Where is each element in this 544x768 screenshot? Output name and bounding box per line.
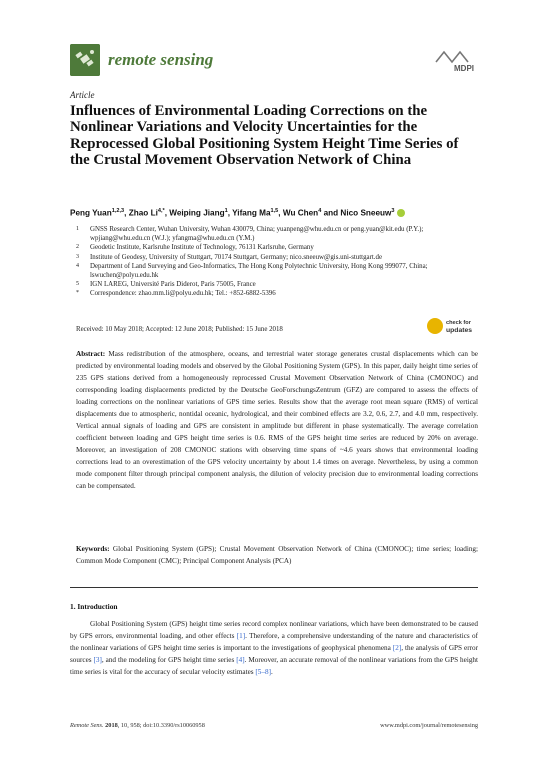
author-name[interactable]: Weiping Jiang bbox=[169, 208, 225, 218]
abstract bbox=[76, 348, 478, 492]
intro-text: , and the modeling for GPS height time series bbox=[101, 656, 237, 664]
author-name[interactable]: Yifang Ma bbox=[232, 208, 271, 218]
correspondence-text: Correspondence: zhao.mm.li@polyu.edu.hk; Tel.: +852-6882-5396 bbox=[90, 290, 276, 298]
affiliation-text: Geodetic Institute, Karlsruhe Institute of Technology, 76131 Karlsruhe, Germany bbox=[90, 244, 314, 252]
journal-logo-icon bbox=[70, 44, 100, 76]
author-name[interactable]: Peng Yuan bbox=[70, 208, 112, 218]
citation-link[interactable]: [3] bbox=[93, 656, 102, 664]
keywords-label: Keywords: bbox=[76, 545, 110, 553]
author-list bbox=[70, 208, 480, 218]
affiliation-number: 2 bbox=[76, 244, 79, 251]
affiliation-item bbox=[76, 280, 478, 289]
author-affil-sup: 4,* bbox=[157, 208, 165, 214]
author-sep: and bbox=[321, 208, 341, 218]
footer-doi[interactable]: , 10, 958; doi:10.3390/rs10060958 bbox=[117, 722, 205, 729]
section-divider bbox=[70, 587, 478, 588]
affiliation-item bbox=[76, 253, 478, 262]
author-affil-sup: 1 bbox=[224, 208, 228, 214]
footer-journal: Remote Sens. bbox=[70, 722, 104, 729]
intro-text: Global Positioning System (GPS) height time series record complex nonlinear variations, which have been demonstrated to be caused by GPS errors, environmental loading, and other effects bbox=[70, 620, 478, 640]
orcid-icon[interactable] bbox=[397, 209, 405, 217]
author-affil-sup: 1,2,3 bbox=[111, 208, 125, 214]
publication-dates: Received: 10 May 2018; Accepted: 12 June 2018; Published: 15 June 2018 bbox=[76, 326, 283, 333]
affiliation-text: Institute of Geodesy, University of Stuttgart, 70174 Stuttgart, Germany; nico.sneeuw@gis.uni-stuttgart.de bbox=[90, 253, 383, 261]
publisher-name: MDPI bbox=[454, 64, 474, 73]
correspondence-item bbox=[76, 289, 478, 298]
intro-text: . Moreover, an accurate removal of the nonlinear variations from the GPS height time series is vital for the accuracy of secular velocity estimates bbox=[70, 656, 479, 676]
affiliation-text: Department of Land Surveying and Geo-Informatics, The Hong Kong Polytechnic University, Hong Kong 999077, China; lswuchen@polyu.edu.hk bbox=[90, 262, 428, 280]
intro-text: , the analysis of GPS error sources bbox=[70, 644, 479, 664]
article-type: Article bbox=[70, 90, 95, 100]
keywords-text: Global Positioning System (GPS); Crustal Movement Observation Network of China (CMONOC); time series; loading; Common Mode Component (CMC); Principal Component Analysis (PCA) bbox=[76, 545, 478, 565]
intro-text: . bbox=[270, 668, 273, 676]
introduction-paragraph bbox=[70, 618, 478, 678]
affiliation-text: IGN LAREG, Université Paris Diderot, Paris 75005, France bbox=[90, 281, 256, 289]
abstract-label: Abstract: bbox=[76, 350, 106, 358]
check-for-updates-line1: check for bbox=[446, 320, 471, 326]
check-for-updates-button[interactable] bbox=[427, 318, 479, 342]
affiliation-item bbox=[76, 243, 478, 252]
check-for-updates-line2: updates bbox=[446, 327, 473, 334]
affiliation-number: 4 bbox=[76, 262, 79, 269]
author-sep: , bbox=[227, 208, 233, 218]
intro-text: . Therefore, a comprehensive understanding of the nature and characteristics of the nonlinear variations of GPS height time series is important to the investigations of geophysical phenomena bbox=[70, 632, 479, 652]
journal-name: remote sensing bbox=[108, 50, 214, 69]
citation-link[interactable]: [4] bbox=[236, 656, 245, 664]
affiliation-item bbox=[76, 262, 478, 280]
author-affil-sup: 3 bbox=[391, 208, 395, 214]
journal-header bbox=[70, 44, 476, 78]
keywords bbox=[76, 543, 478, 567]
footer-year: 2018 bbox=[105, 722, 118, 729]
affiliation-number: 5 bbox=[76, 281, 79, 288]
paper-title: Influences of Environmental Loading Corrections on the Nonlinear Variations and Velocity Uncertainties for the Reprocessed Global Positioning System Height Time Series of the Crustal Movement Observation Network of China bbox=[70, 103, 459, 169]
affiliation-number: 3 bbox=[76, 253, 79, 260]
affiliation-number: * bbox=[76, 290, 79, 297]
author-name[interactable]: Nico Sneeuw bbox=[340, 208, 392, 218]
affiliation-number: 1 bbox=[76, 226, 79, 232]
affiliations bbox=[76, 225, 478, 299]
citation-link[interactable]: [2] bbox=[392, 644, 402, 652]
journal-url[interactable]: www.mdpi.com/journal/remotesensing bbox=[380, 722, 478, 729]
abstract-text: Mass redistribution of the atmosphere, oceans, and terrestrial water storage generates crustal displacements which can be predicted by environmental loading models and observed by the Global Positioning System (GPS). In this paper, daily height time series of 235 GPS stations derived from a homogeneously reprocessed Crustal Movement Observation Network of China (CMONOC) and corresponding loading displacements predicted by the Deutsche GeoForschungsZentrum (GFZ) are compared to assess the effects of loading corrections on the nonlinear variations of GPS time series. Results show that the average root mean square (RMS) of vertical displacements due to atmospheric, nontidal oceanic, hydrological, and their combined effects are 3.2, 0.6, 2.7, and 4.0 mm, respectively. Vertical annual signals of loading and GPS are consistent in amplitude but different in phase systematically. The average correlation coefficient between loading and GPS height time series is 0.6. RMS of the GPS height time series are reduced by 20% on average. Moreover, an investigation of 208 CMONOC stations with observing time spans of ~4.6 years shows that environmental loading corrections lead to an overestimation of the GPS velocity uncertainty by about 1.4 times on average. Nevertheless, by using a common mode component filter through principal component analysis, the dilution of velocity precision due to environmental loading corrections can be compensated. bbox=[76, 350, 478, 490]
author-sep: , bbox=[164, 208, 170, 218]
author-affil-sup: 1,5 bbox=[270, 208, 279, 214]
author-sep: , bbox=[124, 208, 129, 218]
citation-line bbox=[70, 722, 205, 729]
citation-link[interactable]: [1] bbox=[236, 632, 246, 640]
affiliation-item bbox=[76, 225, 478, 243]
section-heading: 1. Introduction bbox=[70, 602, 118, 611]
check-for-updates-icon bbox=[427, 318, 443, 334]
author-name[interactable]: Wu Chen bbox=[282, 208, 319, 218]
affiliation-text: GNSS Research Center, Wuhan University, Wuhan 430079, China; yuanpeng@whu.edu.cn or peng.yuan@kit.edu (P.Y.); wpjiang@whu.edu.cn (W.J.); yfangma@whu.edu.cn (Y.M.) bbox=[90, 226, 424, 243]
author-sep: , bbox=[278, 208, 283, 218]
publisher-logo bbox=[436, 50, 476, 78]
citation-link[interactable]: [5–8] bbox=[255, 668, 271, 676]
author-name[interactable]: Zhao Li bbox=[128, 208, 158, 218]
author-affil-sup: 4 bbox=[318, 208, 322, 214]
